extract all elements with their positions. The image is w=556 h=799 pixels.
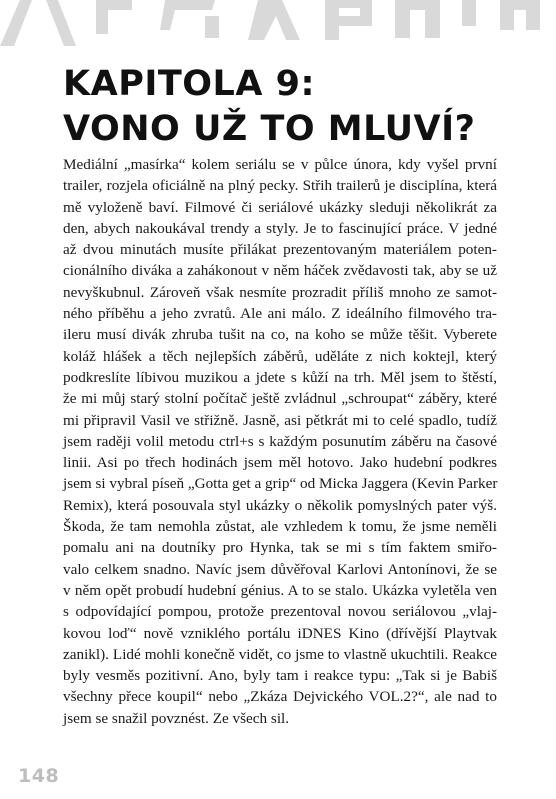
body-line: ileru musí divák zhruba tušit na co, na koho se může těšit. Vyberete <box>63 326 497 344</box>
body-line: linii. Asi po třech hodinách jsem měl hotovo. Jako hudební podkres <box>63 454 497 472</box>
body-line: cionálního diváka a zahákonout v něm háček zvědavosti tak, aby se už <box>63 262 497 280</box>
decorative-letter-shapes <box>0 0 556 46</box>
chapter-title-line: VONO UŽ TO MLUVÍ? <box>63 109 476 149</box>
body-line: kovou loď“ nově vzniklého portálu iDNES Kino (dřívější Playtvak <box>63 624 497 642</box>
body-line: den, abych nakoukával trendy a styly. Je to fascinující práce. V jedné <box>63 219 497 237</box>
body-line: všechny přece koupil“ nebo „Zkáza Dejvického VOL.2?“, ale nad to <box>63 688 497 706</box>
body-line: podkreslíte líbivou muzikou a jdete s kůží na trh. Měl jsem to štěstí, <box>63 368 497 386</box>
body-line: mě vyloženě baví. Filmové či seriálové ukázky sleduji několikrát za <box>63 198 497 216</box>
body-line: byly vesměs pozitivní. Ano, byly tam i reakce typu: „Tak si je Babiš <box>63 667 497 685</box>
body-line: s odpovídající pompou, protože prezentoval novou seriálovou „vlaj- <box>63 603 497 621</box>
body-paragraph <box>63 154 497 729</box>
chapter-title-line: KAPITOLA 9: <box>63 64 315 104</box>
body-line: že mi můj starý stolní počítač ještě zvládnul „schroupat“ záběry, které <box>63 390 497 408</box>
body-line: pomalu ani na doutníky pro Hynka, tak se mi s tím faktem smiřo- <box>63 539 497 557</box>
body-line: trailer, rozjela oficiálně na plný pecky. Střih trailerů je disciplína, která <box>63 177 497 195</box>
body-line: valo celkem snadno. Navíc jsem důvěřoval Karlovi Antonínovi, že se <box>63 560 497 578</box>
body-line: v něm opět probudí hudební génius. A to se stalo. Ukázka vyletěla ven <box>63 581 497 599</box>
body-line: ného příběhu a jeho zvratů. Ale ani málo. Z ideálního filmového tra- <box>63 305 497 323</box>
body-line-last: jsem se snažil povznést. Ze všech sil. <box>63 709 290 727</box>
body-line: Remix), která posouvala styl ukázky o několik pomyslných pater výš. <box>63 496 497 514</box>
decorative-header-band <box>0 0 556 46</box>
body-line: jsem raději volil metodu ctrl+s s každým posunutím záběru na časové <box>63 432 497 450</box>
body-line: nevyškubnul. Zároveň však nesmíte prozradit příliš mnoho ze samot- <box>63 283 497 301</box>
body-line: zanikl). Lidé mohli konečně vidět, co jsme to vlastně ukuchtili. Reakce <box>63 645 497 663</box>
body-line: jsem si vybral píseň „Gotta get a grip“ od Micka Jaggera (Kevin Parker <box>63 475 498 493</box>
body-line: koláž hlášek a těch nejlepších záběrů, uděláte z nich koktejl, který <box>63 347 497 365</box>
body-line: až dvou minutách musíte přilákat prezentovaným materiálem poten- <box>63 241 497 259</box>
chapter-title <box>63 62 475 152</box>
body-line: Škoda, že tam nemohla zůstat, ale vzhledem k tomu, že jsme neměli <box>63 518 497 536</box>
page-number: 148 <box>18 765 60 787</box>
body-line: Mediální „masírka“ kolem seriálu se v půlce února, kdy vyšel první <box>63 156 497 173</box>
body-line: mi připravil Vasil ve střižně. Jasně, asi pětkrát mi to celé spadlo, tudíž <box>63 411 497 429</box>
